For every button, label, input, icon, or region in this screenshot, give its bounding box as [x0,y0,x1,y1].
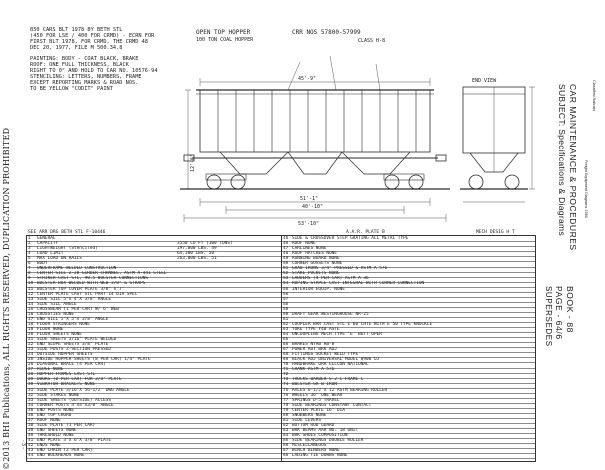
spec-row-number: 32 [28,392,34,398]
note-line-4: DEC 20, 1977, FILE M 500.34.8 [30,45,123,51]
spec-row-text: BOLSTER TOP COVER PLATE 3/8" X 7" [37,286,125,292]
spec-row-text: COUPLER BAR CAST STL E 60 CHTE WITH E 50 TYPE KNUCKLE [292,321,433,327]
spec-row-number: 88 [283,453,289,459]
spec-row-number: 43 [28,448,34,454]
spec-row-text: CENTER PLATE CAST STL PART 14 DIA SPEC [37,291,138,297]
spec-row-text: UNDERFRAME WELDED CONSTRUCTION [37,266,117,272]
spec-row-text: FLOOR SHEETS NONE [37,331,82,337]
specification-table [26,235,536,462]
spec-row-text: LIGHTWEIGHT (Stenciled) [37,246,98,252]
spec-row-text: END PLATE 3"X 6"X 3/8" PLATE [37,438,112,443]
spec-row-text: CENTER SILL Z-28 GIRDER CHANNEL, ASTM A-441 STEEL [37,271,167,277]
spec-row-number: 73 [283,377,289,383]
spec-row-text: MAX LOAD ON RAILS [37,256,82,262]
spec-row-number: 13 [28,296,34,302]
spec-row-text: END BULKHEADS NONE [37,453,85,459]
right-book-number: BOOK - 88 [565,286,575,333]
spec-row-text: SIDE BEARINGS DOUBLE ROLLER [292,438,364,443]
spec-row-text: FLOOR STRINGERS NONE [37,321,90,327]
spec-row-text: SIDE BEARINGS CONSTANT CONTACT [292,402,372,408]
spec-row-number: 56 [283,291,289,297]
spec-row-text: SIDE PLATE 3/16"X 56-1/2" DWG ANGLE [37,387,130,393]
spec-row [27,453,281,459]
spec-row-text: GENERAL [37,236,56,241]
spec-row-number: 15 [28,306,34,312]
spec-row-text: FITTINGS SOCKET WELD TYPE [292,352,359,358]
spec-row-text: CROSSTIES NONE [37,311,75,317]
spec-row-text: LADING TIE DOWNS NONE [292,453,348,459]
spec-row-text: BOLSTER GR B IRON [292,382,337,388]
spec-row-text: BOTTOM ROD GUARD [292,422,335,428]
spec-row-number: 11 [28,286,34,292]
spec-row-number: 22 [28,342,34,348]
spec-row-number: 41 [28,438,34,443]
spec-row-number: 35 [28,407,34,413]
truck-right [384,174,424,189]
spec-row-number: 61 [283,316,289,322]
spec-row-text: TRUCKS BARBER S-2-C FRAME C [292,377,364,383]
spec-row-number: 30 [28,382,34,388]
spec-row-number: 19 [28,326,34,332]
spec-row-text: DOORS (8 PER CAR) FOR 3/8" PLATE [37,377,122,383]
spec-row-text: DRAFT GEAR WESTINGHOUSE NR-25 [292,311,369,317]
spec-row-text: ROOF NONE [37,417,61,423]
spec-row-text: STRIKER CAST STL, 90.5 BOLSTER CONNECTIONS [37,276,149,282]
spec-row-number: 81 [283,417,289,423]
spec-row-number: 86 [283,443,289,449]
dim-length-strikers: 51'-1" [300,196,319,202]
spec-row-text: CARLINES NONE [292,246,327,252]
spec-row-number: 51 [283,266,289,272]
spec-row-text: SIDE & CROSSOVER STEP GRATING ALL METAL TYPE [292,236,409,241]
spec-row-number: 45 [283,236,289,241]
spec-row-number: 70 [283,362,289,368]
spec-row-number: 83 [283,427,289,433]
spec-row-number: 17 [28,316,34,322]
spec-row-text: DIAGONAL BRACE (4 PER CAR) [37,362,106,368]
spec-row-text: POWER AUT BRK ADJ [292,347,337,353]
spec-row-number: 66 [283,342,289,348]
spec-row-text: BRK BEAMS AAR NO. 18 UNIT [292,427,359,433]
spec-row-text: SPRINGS D-5 TRAVEL [292,397,340,403]
page-marker: - 3 - [20,440,26,449]
spec-row-number: 87 [283,448,289,454]
spec-row-number: 37 [28,417,34,423]
note-line-1: 850 CARS BLT 1978 BY BETH STL [30,27,123,33]
spec-row-number: 67 [283,347,289,353]
spec-row-text: HANDBRAKE ORR ELLCON NATIONAL [292,362,369,368]
spec-row-text: END SLOPE SHEETS 3/8" PLATE [37,342,109,348]
spec-row-number: 74 [283,382,289,388]
spec-row-number: 78 [283,402,289,408]
spec-row-text: INTERIOR EQUIP. NONE [292,286,345,292]
spec-row-number: 12 [28,291,34,297]
spec-row-number: 1 [28,236,31,241]
spec-row-text: BOLSTER BOX WELDED WITH WEB 3/8" & STRAPS [37,281,146,287]
spec-row-number: 52 [283,271,289,277]
spec-row-number: 57 [283,296,289,302]
spec-row-text: ROOF HATCHES NONE [292,251,337,257]
spec-row-text: ROPING STAPLE CAST INTEGRAL WITH CORNER CONNECTION [292,281,425,287]
spec-row-text: LADDERS (4 PER CAR) ASTM A 36 [292,276,369,282]
spec-row-number: 18 [28,321,34,327]
copyright-notice: ©2013 BHI Publications, ALL RIGHTS RESERVED, DUPLICATION PROHIBITED [2,127,11,470]
car-class: CLASS H-8 [358,38,386,44]
spec-row-text: BRK SHOES COMPOSITION [292,432,348,438]
truck-left [206,174,246,189]
spec-row-number: 10 [28,281,34,287]
spec-row-number: 49 [283,256,289,262]
spec-row-text: CENTER PLATE 16" DIA [292,407,345,413]
spec-row-number: 25 [28,357,34,363]
spec-row-number: 16 [28,311,34,317]
spec-row-number: 44 [28,453,34,459]
dim-truck-centers: 40'-10" [302,204,324,210]
spec-row-text: BODY [37,261,48,267]
spec-row-text: CRANK ASTM A 576 [292,367,335,373]
spec-row-number: 75 [283,387,289,393]
spec-row-text: INSIDE HOPPER SHEETS (8 PER CAR) 1/4" PLATE [37,357,151,363]
spec-row-text: CAPACITY [37,241,59,247]
spec-row-text: END SILL 5"X 5"X 3/8" ANGLE [37,316,109,322]
note-line-5: PAINTING: BODY - COAT BLACK, BRAKE [30,56,139,62]
spec-row-text: SIDE LEVERS [292,417,322,423]
spec-row-text: ENDS NONE [37,443,61,449]
car-body-side [200,90,430,152]
spec-row-text: WINCH BINDERS NONE [292,448,340,454]
right-supersedes: SUPERSEDES [544,286,553,347]
spec-row-number: 2 [28,241,31,247]
spec-row-number: 33 [28,397,34,403]
note-line-10: TO BE YELLOW "CODIT" PAINT [30,86,113,92]
spec-row-number: 36 [28,412,34,418]
spec-row-number: 60 [283,311,289,317]
spec-row-number: 40 [28,432,34,438]
spec-row-text: CROSSBEAM (1 PER CAR) W/ 6" WEB [37,306,119,312]
spec-row-number: 5 [28,256,31,262]
spec-row-text: SIDE PLATE (1 PER CAR) [37,422,96,428]
spec-row-number: 20 [28,331,34,337]
spec-row-text: SNUBBERS NONE [292,412,327,418]
spec-row-number: 38 [28,422,34,428]
note-line-8: STENCILING: LETTERS, NUMBERS, FRAME [30,74,142,80]
spec-row-number: 82 [283,422,289,428]
hopper-car-drawing [180,42,540,232]
spec-row-text: SIDE POSTS Z-SECTION PRESSED [37,347,112,353]
spec-row-text: AXLES 6-1/2 X 12 ASTM BEARING ROLLER [292,387,388,393]
table-aar-plate: A.A.R. PLATE B [346,230,385,235]
spec-row-text: HOPPER FRAMES CAST STL [37,372,96,378]
spec-row-number: 27 [28,367,34,373]
spec-row-number: 34 [28,402,34,408]
spec-row-number: 77 [283,397,289,403]
car-numbers: CRR NOS 57800-57999 [292,29,361,36]
spec-row-number: 28 [28,372,34,378]
spec-row-text: SIDE SILL ANGLE [37,301,77,307]
spec-row-number: 69 [283,357,289,363]
spec-row-text: SIDE SILL 5"X 4"X 3/8" ANGLE [37,296,112,302]
right-title-subject: SUBJECT: Specifications & Diagrams [557,84,567,236]
spec-row-text: END SHEETS NONE [37,427,77,433]
diagram-title: OPEN TOP HOPPER [196,29,251,36]
spec-row-text: RIDGE NONE [37,367,64,373]
spec-row-text: SIDE SHEETS (OUTSIDE) ACCESS [37,397,112,403]
spec-row-number: 21 [28,337,34,342]
spec-row-number: 59 [283,306,289,312]
spec-row-number: 9 [28,276,31,282]
spec-row [282,453,535,459]
spec-row-number: 23 [28,347,34,353]
spec-row-number: 46 [283,241,289,247]
dim-height: 12'-6" [190,153,196,172]
spec-row-number: 14 [28,301,34,307]
spec-row-number: 63 [283,326,289,332]
right-small-caption-2: Freight Equipment Diagrams 1980 [584,160,588,218]
spec-row-text: WHEELS 36" ONE WEAR [292,392,343,398]
spec-row-number: 85 [283,438,289,443]
spec-row-number: 62 [283,321,289,327]
dim-inside-length: 45'-9" [298,76,317,82]
spec-row-text: SIDE STAKES NONE [37,392,80,398]
spec-row-number: 72 [283,372,289,378]
spec-row-number: 64 [283,331,289,337]
spec-row-number: 47 [283,246,289,252]
spec-row-number: 76 [283,392,289,398]
spec-row-number: 54 [283,281,289,287]
spec-row-number: 24 [28,352,34,358]
spec-row-number: 50 [283,261,289,267]
spec-row-text: ROOF NONE [292,241,316,247]
spec-row-number: 3 [28,246,31,252]
end-view [460,87,535,202]
right-title-maintenance: CAR MAINTENANCE & PROCEDURES [568,84,578,251]
note-line-3: FIRST BLT 1978, FOR CRMD, THE CRMD 48 [30,39,148,45]
note-line-9: EXCEPT REPORTING MARKS & ROAD NOS. [30,80,139,86]
spec-row-value: 263,000 LBS. 51 [177,256,217,262]
spec-row-text: END TOP CHORD [37,412,72,418]
spec-row-text: CORNER GUSSETS NONE [292,261,343,267]
spec-row-text: GRAB IRONS 3/4" PRESSED & ASTM A 576 [292,266,388,272]
spec-column-left [27,236,282,461]
table-mech-designation: MECH DESIG H T [476,230,515,235]
dim-over-pulling-faces: 53'-10" [298,221,320,227]
spec-row-text: STAKE POCKETS NONE [292,271,340,277]
end-view-title: END VIEW [472,78,497,84]
spec-row-number: 39 [28,427,34,433]
spec-row-text: THRESHOLD NONE [37,432,75,438]
spec-row-number: 48 [283,251,289,257]
spec-row-text: RUNNING BOARD NONE [292,256,340,262]
spec-row-number: 4 [28,251,31,257]
spec-row-text: LOAD LIMIT [37,251,64,257]
spec-row-text: VIBRATOR BRACKETS NONE [37,382,96,388]
spec-row-number: 65 [283,337,289,342]
spec-row-number: 42 [28,443,34,449]
spec-row-number: 55 [283,286,289,292]
spec-row-text: YOKE TYPE Y40 ASTE [292,326,340,332]
note-line-7: RIGHT TO 0° AND HOLD TO CAR NO. 10576-94 [30,68,158,74]
spec-row-text: SIDE SHEETS 3/16" PLATE WELDED [37,337,117,342]
spec-row-value: 64,100 LBS. 50 [177,251,215,257]
spec-row-number: 6 [28,261,31,267]
spec-row-text: MISCELLANEOUS [292,443,327,449]
spec-row-number: 58 [283,301,289,307]
spec-row-number: 84 [283,432,289,438]
spec-row-text: FLOOR NONE [37,326,64,332]
spec-row-value: 197,000 LBS. 49 [177,246,217,252]
diagram-subtitle: 100 TON COAL HOPPER [196,37,254,43]
spec-row-number: 8 [28,271,31,277]
spec-row-number: 71 [283,367,289,373]
spec-row-number: 29 [28,377,34,383]
note-line-6: ROOF: ONE FULL THICKNESS, BLACK [30,62,129,68]
table-ref-drawing: SEE ARR DRG BETH STL F-10446 [28,230,106,235]
spec-row-number: 7 [28,266,31,272]
spec-row-text: OUTSIDE HOPPER SHEETS [37,352,93,358]
note-line-2: (450 FOR LSE / 400 FOR CRMD) - ECRN FOR [30,33,155,39]
spec-row-text: BLACK ADJ UNIVERSAL MODEL 8900 OJ [292,357,380,363]
spec-row-number: 79 [283,407,289,413]
spec-row-number: 26 [28,362,34,368]
spec-column-right [282,236,535,461]
spec-row-number: 53 [283,276,289,282]
spec-row-text: CORNER POSTS 4"X4"X3/8" ANGLE [37,402,114,408]
right-page-number: PAGE - 64/6 [554,286,564,340]
spec-row-text: BRAKES NYAB AB-8 [292,342,335,348]
spec-row-number: 31 [28,387,34,393]
spec-row-value: 3550 CU FT (100 TONS) [177,241,233,247]
spec-row-number: 80 [283,412,289,418]
right-small-caption-1: Classified Railcars [592,80,596,112]
spec-row-text: UNCOUPLING MECH TYPE 'E' BOTT OPER [292,331,382,337]
spec-row-number: 68 [283,352,289,358]
spec-row-text: END CHAIN (2 PER CAR) [37,448,93,454]
spec-row-text: END POSTS NONE [37,407,75,413]
